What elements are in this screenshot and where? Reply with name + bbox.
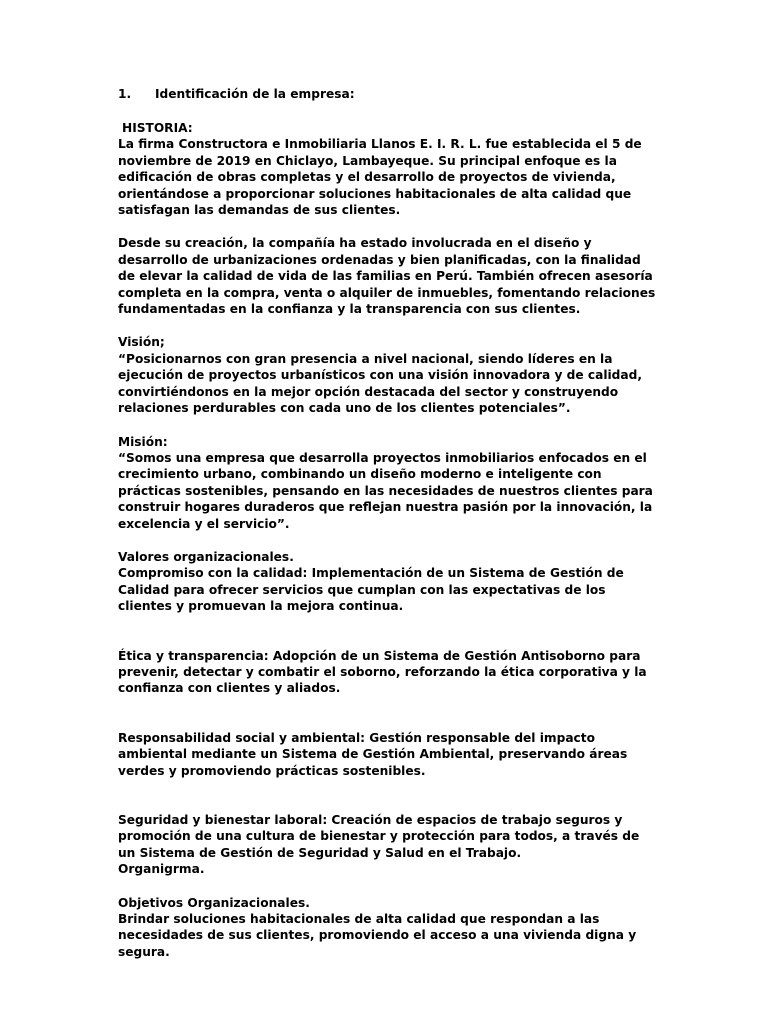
vision-text: “Posicionarnos con gran presencia a nivel nacional, siendo líderes en la ejecución de proyectos urbanísticos con una visión innovadora y de calidad, convirtiéndonos en la mejor opción destacada del sector y construyendo relaciones perdurables con cada uno de los clientes potenciales”.: [118, 351, 642, 416]
valor-responsabilidad: Responsabilidad social y ambiental: Gestión responsable del impacto ambiental mediante un Sistema de Gestión Ambiental, preservando áreas verdes y promoviendo prácticas sostenibles.: [118, 730, 628, 778]
valor-seguridad: Seguridad y bienestar laboral: Creación de espacios de trabajo seguros y promoción de una cultura de bienestar y protección para todos, a través de un Sistema de Gestión de Seguridad y Salud en el Trabajo.: [118, 813, 640, 860]
historia-paragraph-2: Desde su creación, la compañía ha estado involucrada en el diseño y desarrollo de urbanizaciones ordenadas y bien planificadas, con la finalidad de elevar la calidad de vida de las familias en Perú. También ofrecen asesoría completa en la compra, venta o alquiler de inmuebles, fomentando relaciones fundamentadas en la confianza y la transparencia con sus clientes.: [118, 236, 656, 317]
vision-label: Visión;: [118, 335, 165, 350]
section-title: Identificación de la empresa:: [155, 87, 355, 101]
objetivos-section: [118, 895, 660, 961]
valor-seguridad-block: [118, 812, 660, 878]
document-body: [118, 86, 660, 960]
valores-label: Valores organizacionales.: [118, 549, 294, 564]
valores-section: [118, 549, 660, 615]
organigrama-label: Organigrma.: [118, 862, 205, 877]
objetivos-label: Objetivos Organizacionales.: [118, 895, 310, 910]
mision-text: “Somos una empresa que desarrolla proyectos inmobiliarios enfocados en el crecimiento urbano, combinando un diseño moderno e inteligente con prácticas sostenibles, pensando en las necesidades de nuestros clientes para construir hogares duraderos que reflejan nuestra pasión por la innovación, la excelencia y el servicio”.: [118, 450, 653, 531]
objetivos-text: Brindar soluciones habitacionales de alta calidad que respondan a las necesidades de sus clientes, promoviendo el acceso a una vivienda digna y segura.: [118, 912, 637, 959]
valor-etica-block: [118, 648, 660, 697]
mision-label: Misión:: [118, 434, 168, 449]
historia-section: [118, 120, 660, 218]
section-heading: [118, 86, 660, 104]
valor-etica: Ética y transparencia: Adopción de un Sistema de Gestión Antisoborno para prevenir, detectar y combatir el soborno, reforzando la ética corporativa y la confianza con clientes y aliados.: [118, 648, 647, 696]
vision-section: [118, 334, 660, 416]
mision-section: [118, 434, 660, 532]
valor-calidad: Compromiso con la calidad: Implementación de un Sistema de Gestión de Calidad para ofrecer servicios que cumplan con las expectativas de los clientes y promuevan la mejora continua.: [118, 566, 624, 614]
historia-paragraph-1: La firma Constructora e Inmobiliaria Llanos E. I. R. L. fue establecida el 5 de noviembre de 2019 en Chiclayo, Lambayeque. Su principal enfoque es la edificación de obras completas y el desarrollo de proyectos de vivienda, orientándose a proporcionar soluciones habitacionales de alta calidad que satisfagan las demandas de sus clientes.: [118, 137, 642, 218]
section-number: 1.: [118, 87, 132, 101]
historia-paragraph-2-block: [118, 235, 660, 317]
valor-responsabilidad-block: [118, 730, 660, 779]
historia-label: HISTORIA:: [122, 121, 193, 135]
